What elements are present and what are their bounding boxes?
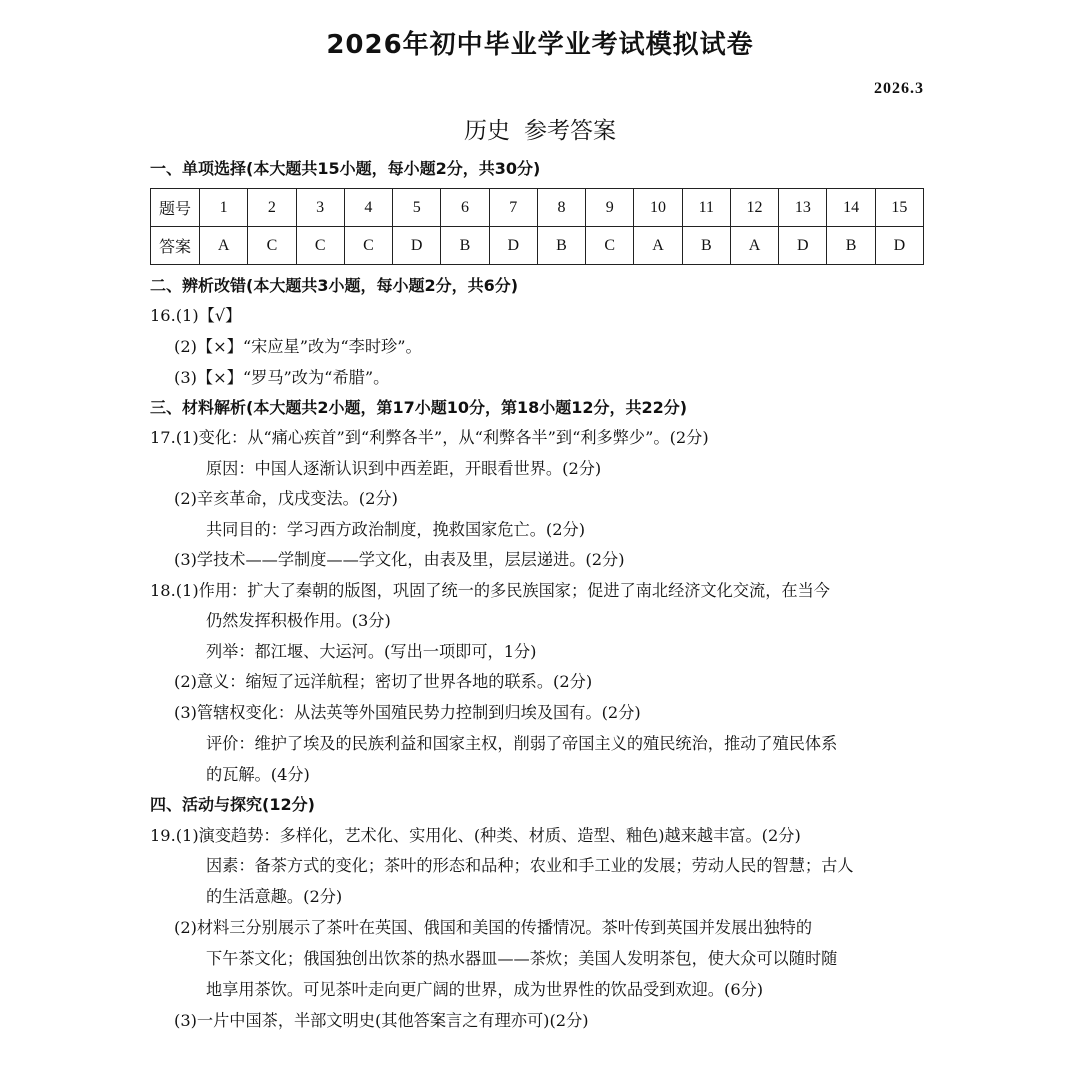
answer-line: 17.(1)变化：从“痛心疾首”到“利弊各半”，从“利弊各半”到“利多弊少”。(2分)	[150, 428, 709, 447]
section3-heading: 三、材料解析(本大题共2小题，第17小题10分，第18小题12分，共22分)	[150, 398, 688, 417]
row-label-number: 题号	[151, 189, 200, 227]
answer-cell: D	[489, 227, 537, 265]
answer-line: 因素：备茶方式的变化；茶叶的形态和品种；农业和手工业的发展；劳动人民的智慧；古人	[206, 856, 854, 875]
question-number: 1	[200, 189, 248, 227]
answer-line: (3)学技术——学制度——学文化，由表及里，层层递进。(2分)	[174, 550, 625, 569]
exam-date: 2026.3	[874, 80, 924, 97]
answer-cell: A	[730, 227, 778, 265]
answer-line: (3)管辖权变化：从法英等外国殖民势力控制到归埃及国有。(2分)	[174, 703, 641, 722]
answer-cell: A	[200, 227, 248, 265]
section1-heading: 一、单项选择(本大题共15小题，每小题2分，共30分)	[150, 159, 541, 178]
question-number: 11	[682, 189, 730, 227]
question-number: 10	[634, 189, 682, 227]
answer-line: 评价：维护了埃及的民族利益和国家主权，削弱了帝国主义的殖民统治，推动了殖民体系	[206, 734, 838, 753]
question-number: 12	[730, 189, 778, 227]
answer-line: (3)【×】“罗马”改为“希腊”。	[174, 368, 390, 387]
answer-line: 下午茶文化；俄国独创出饮茶的热水器皿——茶炊；美国人发明茶包，使大众可以随时随	[206, 949, 838, 968]
answer-cell: C	[586, 227, 634, 265]
answer-line: (2)辛亥革命，戊戌变法。(2分)	[174, 489, 398, 508]
answer-cell: C	[296, 227, 344, 265]
table-row-answers	[151, 227, 924, 265]
answer-cell: C	[248, 227, 296, 265]
question-number: 15	[875, 189, 923, 227]
answer-cell: B	[441, 227, 489, 265]
answer-cell: A	[634, 227, 682, 265]
answer-line: 列举：都江堰、大运河。(写出一项即可，1分)	[206, 642, 537, 661]
row-label-answer: 答案	[151, 227, 200, 265]
doc-type-label: 参考答案	[524, 118, 616, 144]
answer-cell: D	[779, 227, 827, 265]
answer-line: 19.(1)演变趋势：多样化，艺术化、实用化、(种类、材质、造型、釉色)越来越丰富。(2分)	[150, 826, 801, 845]
answer-cell: B	[827, 227, 875, 265]
answer-table	[150, 188, 924, 265]
answer-line: (3)一片中国茶，半部文明史(其他答案言之有理亦可)(2分)	[174, 1011, 589, 1030]
section4-heading: 四、活动与探究(12分)	[150, 795, 315, 814]
question-number: 9	[586, 189, 634, 227]
answer-line: 16.(1)【√】	[150, 306, 242, 325]
question-number: 2	[248, 189, 296, 227]
answer-line: (2)材料三分别展示了茶叶在英国、俄国和美国的传播情况。茶叶传到英国并发展出独特的	[174, 918, 813, 937]
answer-line: (2)意义：缩短了远洋航程；密切了世界各地的联系。(2分)	[174, 672, 593, 691]
answer-cell: D	[875, 227, 923, 265]
question-number: 6	[441, 189, 489, 227]
answer-cell: B	[537, 227, 585, 265]
table-row-numbers	[151, 189, 924, 227]
subtitle	[0, 112, 1080, 145]
section2-heading: 二、辨析改错(本大题共3小题，每小题2分，共6分)	[150, 276, 519, 295]
answer-line: 原因：中国人逐渐认识到中西差距，开眼看世界。(2分)	[206, 459, 602, 478]
exam-title: 2026年初中毕业学业考试模拟试卷	[326, 30, 754, 60]
answer-line: 的生活意趣。(2分)	[206, 887, 343, 906]
answer-cell: D	[393, 227, 441, 265]
question-number: 5	[393, 189, 441, 227]
answer-line: 地享用茶饮。可见茶叶走向更广阔的世界，成为世界性的饮品受到欢迎。(6分)	[206, 980, 764, 999]
answer-line: 仍然发挥积极作用。(3分)	[206, 611, 391, 630]
answer-cell: C	[344, 227, 392, 265]
subject-label: 历史	[464, 118, 510, 144]
question-number: 8	[537, 189, 585, 227]
answer-line: (2)【×】“宋应星”改为“李时珍”。	[174, 337, 422, 356]
question-number: 3	[296, 189, 344, 227]
answer-line: 18.(1)作用：扩大了秦朝的版图，巩固了统一的多民族国家；促进了南北经济文化交流，在当今	[150, 581, 830, 600]
question-number: 4	[344, 189, 392, 227]
answer-cell: B	[682, 227, 730, 265]
question-number: 7	[489, 189, 537, 227]
question-number: 13	[779, 189, 827, 227]
question-number: 14	[827, 189, 875, 227]
answer-line: 的瓦解。(4分)	[206, 765, 310, 784]
answer-line: 共同目的：学习西方政治制度，挽救国家危亡。(2分)	[206, 520, 586, 539]
